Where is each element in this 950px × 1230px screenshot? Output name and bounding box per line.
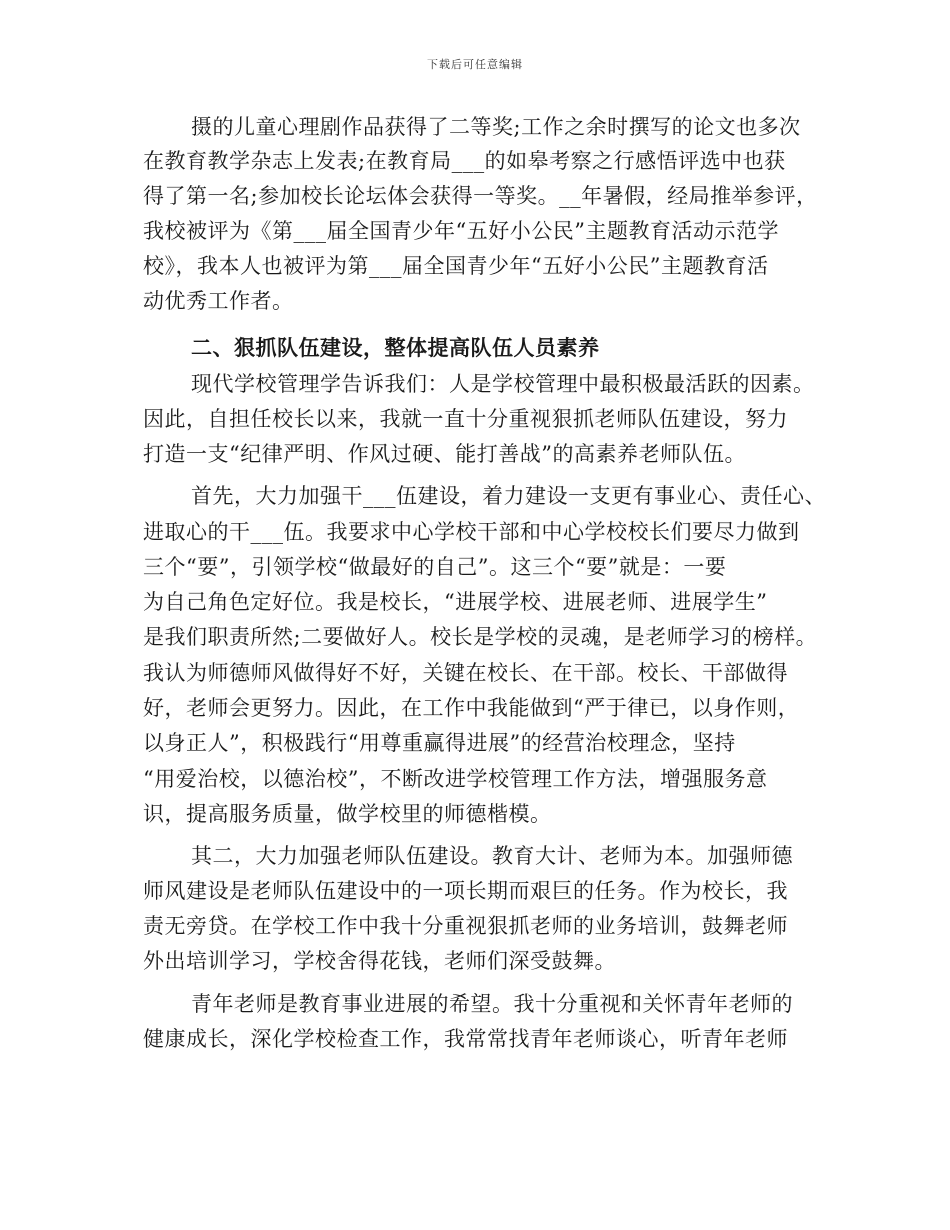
text-line: 健康成长，深化学校检查工作，我常常找青年老师谈心，听青年老师: [143, 1027, 788, 1051]
text-line: 三个“要”，引领学校“做最好的自己”。这三个“要”就是：一要: [143, 555, 727, 579]
text-line: 青年老师是教育事业进展的希望。我十分重视和关怀青年老师的: [191, 992, 793, 1016]
text-line: 校》，我本人也被评为第___届全国青少年“五好小公民”主题教育活: [143, 254, 769, 278]
text-line: 在教育教学杂志上发表;在教育局___的如皋考察之行感悟评选中也获: [143, 149, 786, 173]
text-line: “用爱治校，以德治校”，不断改进学校管理工作方法，增强服务意: [143, 767, 768, 791]
text-line: 进取心的干___伍。我要求中心学校干部和中心学校校长们要尽力做到: [143, 520, 800, 544]
text-line: 好，老师会更努力。因此，在工作中我能做到“严于律已，以身作则，: [143, 696, 800, 720]
text-line: 现代学校管理学告诉我们：人是学校管理中最积极最活跃的因素。: [191, 372, 815, 396]
text-line: 识，提高服务质量，做学校里的师德楷模。: [143, 802, 552, 826]
text-line: 首先，大力加强干___伍建设，着力建设一支更有事业心、责任心、: [191, 484, 826, 508]
text-line: 得了第一名;参加校长论坛体会获得一等奖。__年暑假，经局推举参评，: [143, 184, 818, 208]
text-line: 我校被评为《第___届全国青少年“五好小公民”主题教育活动示范学: [143, 219, 779, 243]
text-line: 动优秀工作者。: [143, 289, 294, 313]
text-line: 摄的儿童心理剧作品获得了二等奖;工作之余时撰写的论文也多次: [191, 115, 801, 139]
text-line: 其二，大力加强老师队伍建设。教育大计、老师为本。加强师德: [191, 844, 793, 868]
text-line: 为自己角色定好位。我是校长，“进展学校、进展老师、进展学生”: [143, 590, 768, 614]
text-line: 以身正人”，积极践行“用尊重赢得进展”的经营治校理念，坚持: [143, 731, 736, 755]
text-line: 我认为师德师风做得好不好，关键在校长、在干部。校长、干部做得: [143, 661, 788, 685]
section-heading: 二、狠抓队伍建设，整体提高队伍人员素养: [191, 335, 600, 360]
text-line: 师风建设是老师队伍建设中的一项长期而艰巨的任务。作为校长，我: [143, 879, 788, 903]
text-line: 责无旁贷。在学校工作中我十分重视狠抓老师的业务培训，鼓舞老师: [143, 914, 788, 938]
text-line: 外出培训学习，学校舍得花钱，老师们深受鼓舞。: [143, 949, 616, 973]
text-line: 是我们职责所然;二要做好人。校长是学校的灵魂，是老师学习的榜样。: [143, 625, 818, 649]
page-header: 下载后可任意编辑: [427, 58, 523, 71]
text-line: 打造一支“纪律严明、作风过硬、能打善战”的高素养老师队伍。: [143, 442, 746, 466]
text-line: 因此，自担任校长以来，我就一直十分重视狠抓老师队伍建设，努力: [143, 407, 788, 431]
